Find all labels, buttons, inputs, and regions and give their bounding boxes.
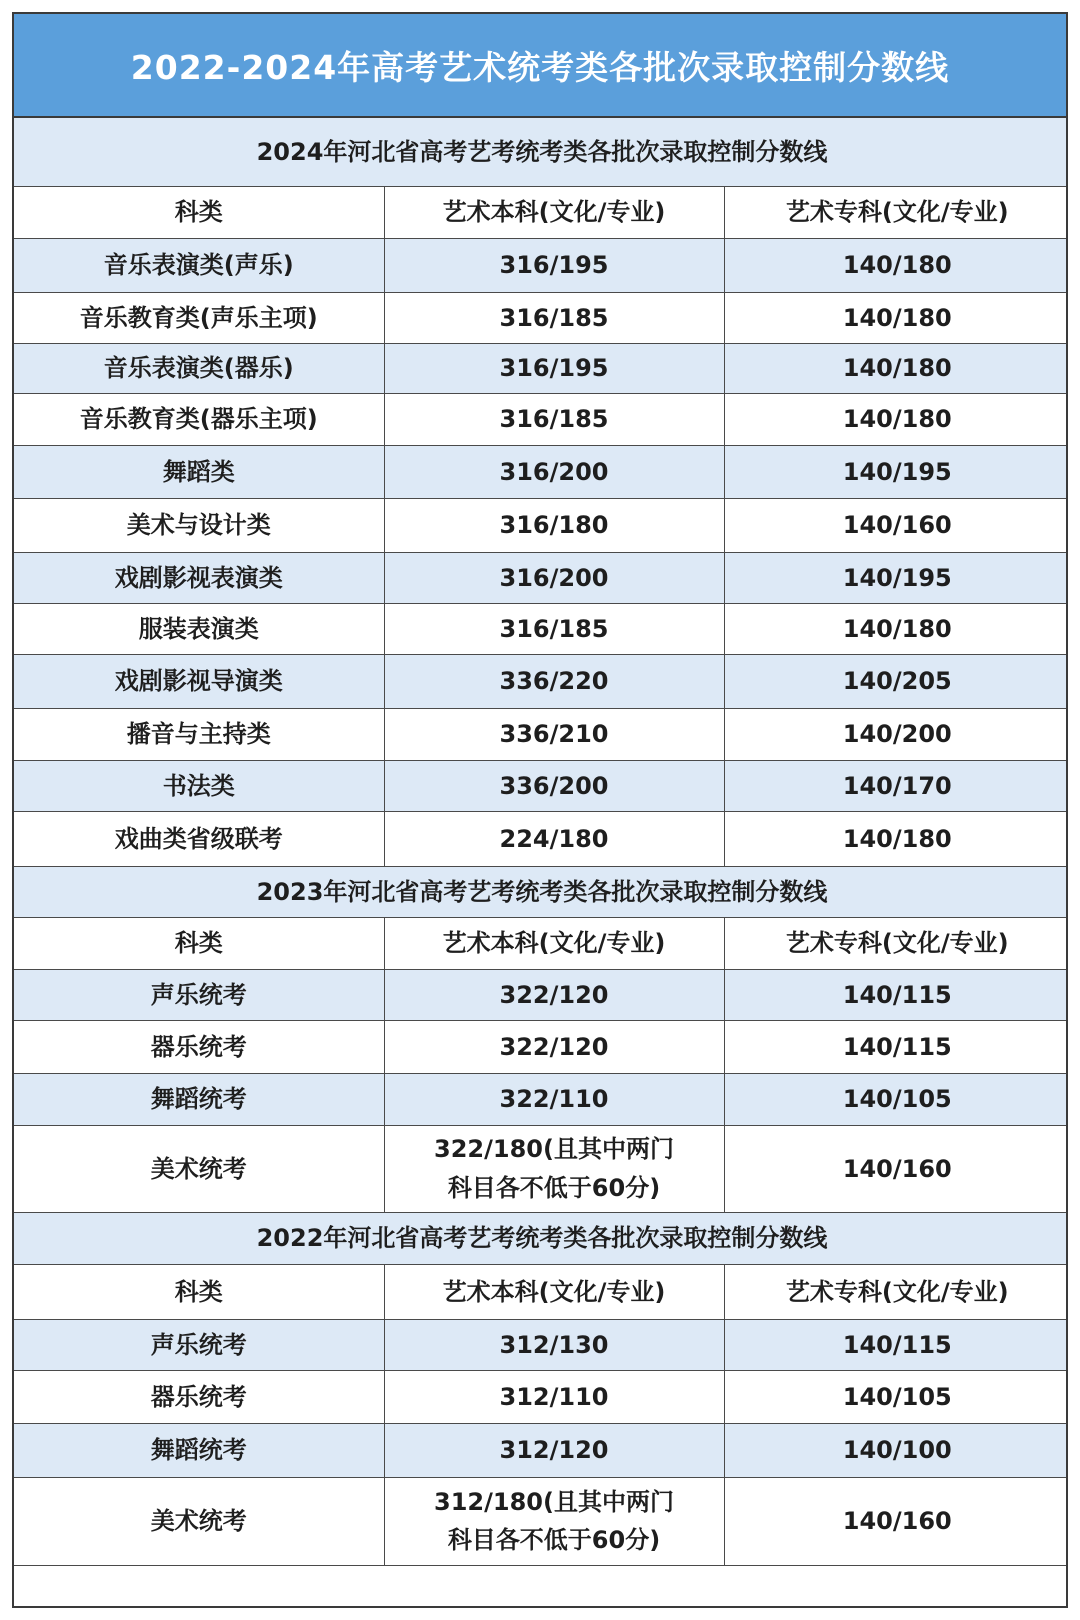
category-cell: 戏剧影视表演类 — [14, 552, 384, 603]
bachelor-score-cell: 312/180(且其中两门科目各不低于60分) — [384, 1477, 724, 1565]
associate-score-cell: 140/180 — [724, 393, 1068, 445]
associate-score-cell: 140/115 — [724, 1020, 1068, 1073]
associate-score-cell: 140/115 — [724, 1319, 1068, 1370]
bachelor-score-cell: 312/130 — [384, 1319, 724, 1370]
category-cell: 舞蹈统考 — [14, 1073, 384, 1125]
table-row — [14, 760, 1068, 811]
bachelor-score-cell: 336/220 — [384, 654, 724, 708]
score-table-card — [12, 12, 1068, 1608]
category-cell: 戏曲类省级联考 — [14, 811, 384, 866]
table-row — [14, 708, 1068, 760]
category-cell: 器乐统考 — [14, 1370, 384, 1423]
associate-score-cell: 140/180 — [724, 292, 1068, 343]
header-row — [14, 186, 1068, 238]
bachelor-score-cell: 316/200 — [384, 445, 724, 498]
column-header: 艺术本科(文化/专业) — [384, 917, 724, 969]
table-row — [14, 1073, 1068, 1125]
table-row — [14, 343, 1068, 393]
category-cell: 服装表演类 — [14, 603, 384, 654]
table-row — [14, 292, 1068, 343]
bachelor-score-cell: 336/210 — [384, 708, 724, 760]
table-row — [14, 238, 1068, 292]
category-cell: 声乐统考 — [14, 969, 384, 1020]
category-cell: 美术统考 — [14, 1125, 384, 1212]
associate-score-cell: 140/180 — [724, 343, 1068, 393]
bachelor-score-cell: 316/180 — [384, 498, 724, 552]
category-cell: 美术与设计类 — [14, 498, 384, 552]
associate-score-cell: 140/205 — [724, 654, 1068, 708]
category-cell: 音乐教育类(器乐主项) — [14, 393, 384, 445]
bachelor-score-cell: 316/185 — [384, 603, 724, 654]
section-title: 2022年河北省高考艺考统考类各批次录取控制分数线 — [14, 1212, 1068, 1264]
associate-score-cell: 140/105 — [724, 1370, 1068, 1423]
table-row — [14, 498, 1068, 552]
associate-score-cell: 140/115 — [724, 969, 1068, 1020]
section-title-row — [14, 866, 1068, 917]
column-header: 科类 — [14, 186, 384, 238]
score-table-body — [14, 118, 1068, 1565]
bachelor-score-cell: 316/200 — [384, 552, 724, 603]
bachelor-score-cell: 316/185 — [384, 292, 724, 343]
table-row — [14, 552, 1068, 603]
associate-score-cell: 140/180 — [724, 238, 1068, 292]
header-row — [14, 1264, 1068, 1319]
associate-score-cell: 140/195 — [724, 445, 1068, 498]
table-row — [14, 1370, 1068, 1423]
column-header: 科类 — [14, 1264, 384, 1319]
bachelor-score-cell: 322/110 — [384, 1073, 724, 1125]
category-cell: 音乐表演类(器乐) — [14, 343, 384, 393]
category-cell: 舞蹈统考 — [14, 1423, 384, 1477]
table-row — [14, 811, 1068, 866]
category-cell: 舞蹈类 — [14, 445, 384, 498]
table-row — [14, 1423, 1068, 1477]
column-header: 艺术专科(文化/专业) — [724, 186, 1068, 238]
table-row — [14, 1125, 1068, 1212]
column-header: 艺术专科(文化/专业) — [724, 917, 1068, 969]
column-header: 科类 — [14, 917, 384, 969]
associate-score-cell: 140/160 — [724, 498, 1068, 552]
category-cell: 音乐表演类(声乐) — [14, 238, 384, 292]
header-row — [14, 917, 1068, 969]
column-header: 艺术本科(文化/专业) — [384, 1264, 724, 1319]
bachelor-score-cell: 224/180 — [384, 811, 724, 866]
bachelor-score-cell: 336/200 — [384, 760, 724, 811]
bachelor-score-cell: 322/120 — [384, 1020, 724, 1073]
main-title: 2022-2024年高考艺术统考类各批次录取控制分数线 — [14, 14, 1066, 118]
bachelor-score-cell: 312/120 — [384, 1423, 724, 1477]
associate-score-cell: 140/160 — [724, 1125, 1068, 1212]
section-title: 2023年河北省高考艺考统考类各批次录取控制分数线 — [14, 866, 1068, 917]
category-cell: 书法类 — [14, 760, 384, 811]
section-title-row — [14, 118, 1068, 186]
score-table — [14, 118, 1068, 1566]
column-header: 艺术专科(文化/专业) — [724, 1264, 1068, 1319]
table-row — [14, 969, 1068, 1020]
bachelor-score-cell: 316/185 — [384, 393, 724, 445]
bachelor-score-cell: 316/195 — [384, 238, 724, 292]
section-title: 2024年河北省高考艺考统考类各批次录取控制分数线 — [14, 118, 1068, 186]
bachelor-score-cell: 312/110 — [384, 1370, 724, 1423]
category-cell: 戏剧影视导演类 — [14, 654, 384, 708]
associate-score-cell: 140/160 — [724, 1477, 1068, 1565]
bachelor-score-cell: 316/195 — [384, 343, 724, 393]
table-row — [14, 654, 1068, 708]
table-row — [14, 1477, 1068, 1565]
associate-score-cell: 140/180 — [724, 603, 1068, 654]
category-cell: 器乐统考 — [14, 1020, 384, 1073]
table-row — [14, 393, 1068, 445]
bachelor-score-cell: 322/180(且其中两门科目各不低于60分) — [384, 1125, 724, 1212]
column-header: 艺术本科(文化/专业) — [384, 186, 724, 238]
category-cell: 播音与主持类 — [14, 708, 384, 760]
associate-score-cell: 140/180 — [724, 811, 1068, 866]
table-row — [14, 1020, 1068, 1073]
bachelor-score-cell: 322/120 — [384, 969, 724, 1020]
associate-score-cell: 140/105 — [724, 1073, 1068, 1125]
category-cell: 美术统考 — [14, 1477, 384, 1565]
table-row — [14, 603, 1068, 654]
section-title-row — [14, 1212, 1068, 1264]
table-row — [14, 1319, 1068, 1370]
associate-score-cell: 140/170 — [724, 760, 1068, 811]
table-row — [14, 445, 1068, 498]
associate-score-cell: 140/100 — [724, 1423, 1068, 1477]
associate-score-cell: 140/200 — [724, 708, 1068, 760]
associate-score-cell: 140/195 — [724, 552, 1068, 603]
category-cell: 音乐教育类(声乐主项) — [14, 292, 384, 343]
category-cell: 声乐统考 — [14, 1319, 384, 1370]
